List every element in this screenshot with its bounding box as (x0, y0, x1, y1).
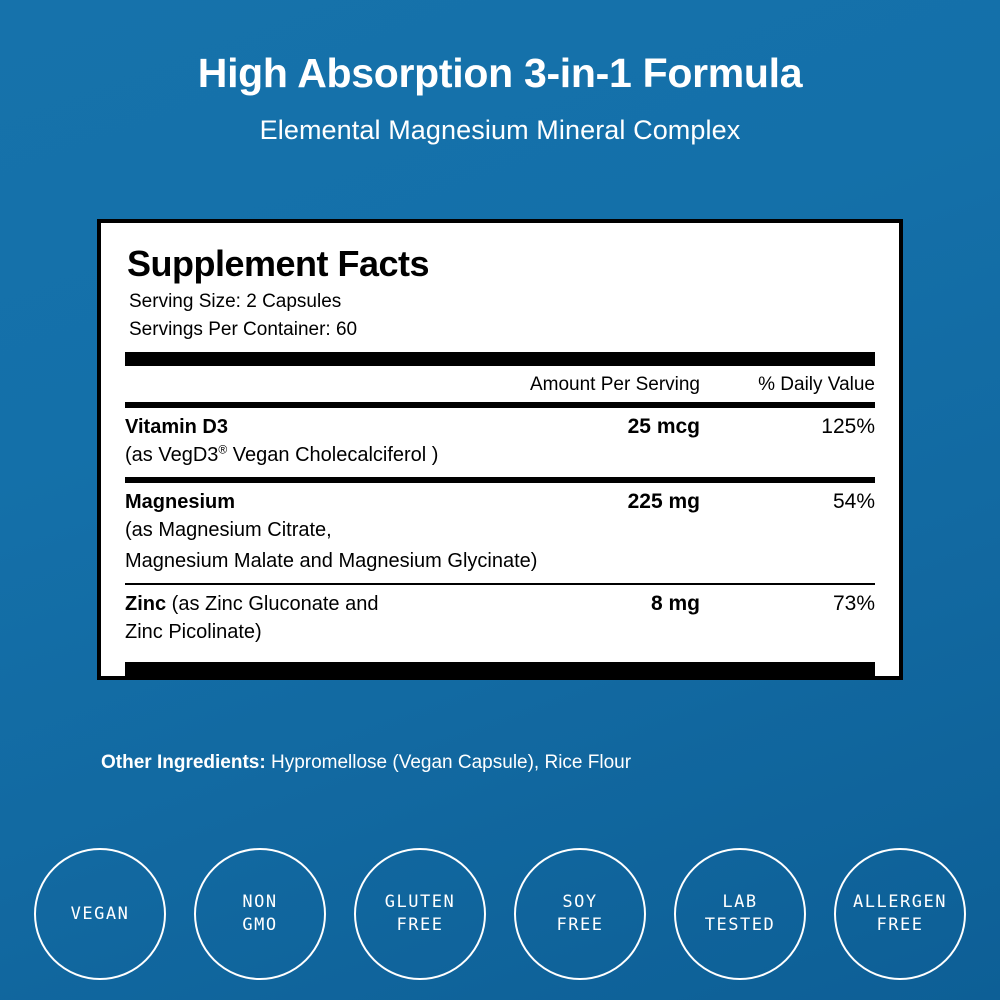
other-ingredients-value: Hypromellose (Vegan Capsule), Rice Flour (265, 752, 632, 773)
badge-vegan (34, 848, 166, 980)
nutrient-row (125, 585, 875, 654)
divider-thick-bottom (125, 662, 875, 676)
badge-non-gmo (194, 848, 326, 980)
nutrient-row (125, 483, 875, 583)
column-headers (125, 366, 875, 402)
nutrient-source-line: (as Magnesium Citrate, (125, 519, 332, 542)
nutrient-name: Magnesium (125, 491, 236, 514)
badge-line-1: LAB (722, 892, 758, 913)
badge-line-2: FREE (396, 915, 444, 935)
badge-line-2: FREE (556, 915, 604, 935)
badge-line-1: SOY (562, 892, 598, 913)
nutrient-source (125, 441, 875, 470)
nutrient-amount: 225 mg (627, 490, 700, 514)
header (0, 0, 1000, 146)
serving-size: Serving Size: 2 Capsules (129, 291, 342, 312)
badge-line-1: NON (242, 892, 278, 913)
badge-gluten-free (354, 848, 486, 980)
badge-line-2: TESTED (704, 915, 776, 935)
registered-trademark-icon: ® (218, 442, 228, 457)
badge-allergen-free (834, 848, 966, 980)
nutrient-amount: 25 mcg (627, 415, 700, 439)
nutrient-name: Vitamin D3 (125, 416, 228, 439)
panel-title: Supplement Facts (127, 243, 430, 284)
badge-soy-free (514, 848, 646, 980)
page-title: High Absorption 3-in-1 Formula (197, 50, 803, 96)
column-header-amount: Amount Per Serving (529, 374, 700, 396)
badge-lab-tested (674, 848, 806, 980)
page-subtitle: Elemental Magnesium Mineral Complex (259, 115, 741, 145)
badge-row (0, 848, 1000, 980)
nutrient-source-line: Magnesium Malate and Magnesium Glycinate) (125, 550, 538, 573)
nutrient-amount: 8 mg (650, 592, 700, 616)
nutrient-source-part1: (as VegD3 (125, 444, 219, 467)
other-ingredients-label: Other Ingredients: (101, 752, 266, 773)
nutrient-daily-value: 73% (832, 592, 875, 616)
nutrient-name: Zinc (125, 593, 167, 616)
badge-line-1: VEGAN (70, 903, 130, 924)
supplement-facts-panel (97, 219, 903, 680)
badge-line-2: GMO (242, 915, 278, 935)
nutrient-daily-value: 54% (832, 490, 875, 514)
column-header-daily-value: % Daily Value (758, 374, 875, 396)
nutrient-daily-value: 125% (821, 415, 875, 439)
other-ingredients (101, 752, 631, 774)
badge-line-2: FREE (876, 915, 924, 935)
nutrient-source-inline: (as Zinc Gluconate and (166, 593, 379, 616)
badge-line-1: ALLERGEN (853, 892, 947, 913)
nutrient-row (125, 408, 875, 477)
nutrient-source-part2: Vegan Cholecalciferol ) (227, 444, 439, 467)
divider-thick-top (125, 352, 875, 366)
servings-per-container: Servings Per Container: 60 (129, 318, 358, 340)
badge-line-1: GLUTEN (384, 892, 456, 913)
nutrient-source-line: Zinc Picolinate) (125, 621, 262, 644)
